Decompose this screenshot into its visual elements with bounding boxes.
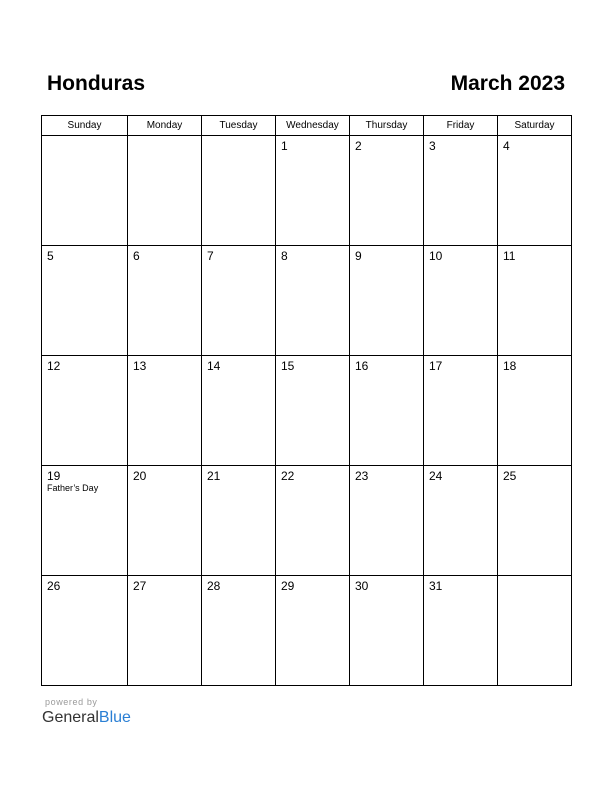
day-number: 23 — [355, 469, 369, 483]
day-number: 2 — [355, 139, 362, 153]
day-number: 9 — [355, 249, 362, 263]
day-number: 6 — [133, 249, 140, 263]
day-cell — [276, 356, 350, 466]
week-row — [42, 466, 572, 576]
day-cell — [128, 576, 202, 686]
week-row — [42, 356, 572, 466]
day-cell — [202, 356, 276, 466]
holiday-label: Father’s Day — [47, 483, 99, 493]
day-number: 13 — [133, 359, 147, 373]
day-number: 22 — [281, 469, 295, 483]
calendar-grid — [41, 115, 572, 686]
day-number: 4 — [503, 139, 510, 153]
day-cell — [498, 136, 572, 246]
day-cell — [350, 466, 424, 576]
weekday-header: Friday — [424, 116, 498, 136]
day-number: 12 — [47, 359, 61, 373]
day-cell — [498, 246, 572, 356]
day-number: 21 — [207, 469, 221, 483]
day-number: 25 — [503, 469, 517, 483]
day-number: 7 — [207, 249, 214, 263]
day-cell — [128, 136, 202, 246]
day-number: 15 — [281, 359, 295, 373]
week-row — [42, 576, 572, 686]
day-cell — [424, 466, 498, 576]
brand-logo-general: General — [42, 709, 99, 726]
day-number: 31 — [429, 579, 443, 593]
brand-logo[interactable] — [42, 708, 131, 728]
day-cell — [498, 356, 572, 466]
country-title: Honduras — [47, 72, 146, 95]
month-year-title: March 2023 — [450, 72, 565, 95]
weekday-header: Saturday — [498, 116, 572, 136]
day-cell — [350, 246, 424, 356]
day-number: 3 — [429, 139, 436, 153]
day-cell — [276, 136, 350, 246]
day-cell — [42, 466, 128, 576]
day-number: 14 — [207, 359, 221, 373]
weekday-header: Monday — [128, 116, 202, 136]
brand-logo-blue: Blue — [98, 709, 131, 726]
day-cell — [424, 356, 498, 466]
weekday-header: Tuesday — [202, 116, 276, 136]
day-cell — [424, 136, 498, 246]
day-number — [42, 136, 127, 139]
day-cell — [424, 576, 498, 686]
week-row — [42, 136, 572, 246]
day-cell — [202, 466, 276, 576]
day-number: 10 — [429, 249, 443, 263]
day-cell — [202, 576, 276, 686]
day-cell — [498, 576, 572, 686]
day-cell — [42, 246, 128, 356]
day-number: 19 — [47, 469, 61, 483]
day-number: 27 — [133, 579, 147, 593]
day-cell — [202, 136, 276, 246]
week-row — [42, 246, 572, 356]
day-cell — [128, 356, 202, 466]
day-cell — [350, 356, 424, 466]
weekday-header-row — [42, 116, 572, 136]
day-number: 26 — [47, 579, 61, 593]
weekday-header: Wednesday — [276, 116, 350, 136]
powered-by-label: powered by — [45, 697, 98, 707]
day-cell — [498, 466, 572, 576]
day-number — [128, 136, 201, 139]
day-number: 29 — [281, 579, 295, 593]
day-cell — [42, 136, 128, 246]
day-cell — [202, 246, 276, 356]
day-cell — [276, 466, 350, 576]
weekday-header: Thursday — [350, 116, 424, 136]
weekday-header: Sunday — [42, 116, 128, 136]
day-number: 24 — [429, 469, 443, 483]
day-number: 30 — [355, 579, 369, 593]
day-number — [498, 576, 571, 579]
day-cell — [350, 576, 424, 686]
day-number: 11 — [503, 249, 516, 263]
day-cell — [128, 466, 202, 576]
day-cell — [424, 246, 498, 356]
day-cell — [276, 246, 350, 356]
day-number: 16 — [355, 359, 369, 373]
day-number: 28 — [207, 579, 221, 593]
day-number — [202, 136, 275, 139]
day-number: 1 — [281, 139, 288, 153]
day-number: 8 — [281, 249, 288, 263]
day-cell — [350, 136, 424, 246]
day-number: 20 — [133, 469, 147, 483]
day-number: 5 — [47, 249, 54, 263]
day-number: 17 — [429, 359, 443, 373]
day-cell — [276, 576, 350, 686]
day-cell — [42, 576, 128, 686]
day-cell — [42, 356, 128, 466]
day-number: 18 — [503, 359, 517, 373]
day-cell — [128, 246, 202, 356]
